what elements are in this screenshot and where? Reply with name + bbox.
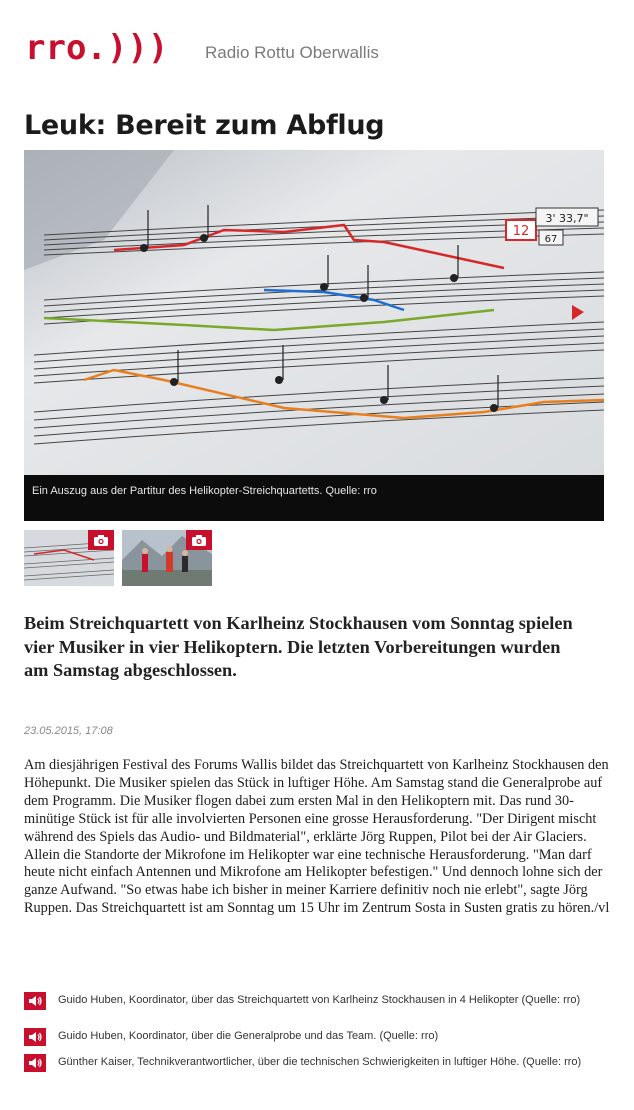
hero-image[interactable] — [24, 150, 604, 475]
rro-logo[interactable] — [25, 29, 195, 65]
speaker-icon[interactable] — [24, 1054, 46, 1072]
score-thumbnail[interactable] — [24, 530, 114, 586]
svg-text:12: 12 — [512, 224, 530, 239]
article-date: 23.05.2015, 17:08 — [24, 725, 113, 737]
people-thumbnail[interactable] — [122, 530, 212, 586]
camera-icon — [88, 530, 114, 550]
brand-name: Radio Rottu Oberwallis — [205, 43, 379, 62]
audio-item — [24, 992, 614, 1010]
speaker-icon[interactable] — [24, 992, 46, 1010]
svg-text:3' 33,7": 3' 33,7" — [545, 212, 589, 225]
svg-text:rro.))): rro.))) — [25, 29, 169, 65]
article-lead: Beim Streichquartett von Karlheinz Stockhausen vom Sonntag spielen vier Musiker in vier Helikoptern. Die letzten Vorbereitungen wurden am Samstag abgeschlossen. — [24, 613, 573, 680]
site-header — [25, 25, 379, 65]
audio-item — [24, 1054, 614, 1072]
audio-item — [24, 1028, 614, 1046]
article-body: Am diesjährigen Festival des Forums Wallis bildet das Streichquartett von Karlheinz Stockhausen den Höhepunkt. Die Musiker spielen das Stück in luftiger Höhe. Am Samstag stand die Generalprobe auf dem Programm. Die Musiker flogen dabei zum ersten Mal in den Helikoptern mit. Das rund 30-minütige Stück ist für alle involvierten Personen eine grosse Herausforderung. "Der Dirigent mischt während des Spiels das Audio- und Bildmaterial", erklärte Jörg Ruppen, Pilot bei der Air Glaciers. Allein die Standorte der Mikrofone im Helikopter war eine technische Herausforderung. "Man darf heute nicht einfach Antennen und Mikrofone am Helikopter befestigen." Und dennoch lohne sich der ganze Aufwand. "So etwas habe ich bisher in meiner Karriere definitiv noch nie erlebt", sagte Jörg Ruppen. Das Streichquartett ist am Sonntag um 15 Uhr im Zentrum Sosta in Susten gratis zu hören./vl — [24, 757, 610, 917]
thumbnail-gallery — [24, 530, 212, 586]
audio-description: Guido Huben, Koordinator, über das Streichquartett von Karlheinz Stockhausen in 4 Helikopter (Quelle: rro) — [58, 994, 581, 1006]
svg-text:67: 67 — [544, 234, 558, 245]
camera-icon — [186, 530, 212, 550]
audio-description: Guido Huben, Koordinator, über die Generalprobe und das Team. (Quelle: rro) — [58, 1030, 439, 1042]
speaker-icon[interactable] — [24, 1028, 46, 1046]
image-caption: Ein Auszug aus der Partitur des Helikopter-Streichquartetts. Quelle: rro — [24, 475, 604, 521]
audio-description: Günther Kaiser, Technikverantwortlicher, über die technischen Schwierigkeiten in luftiger Höhe. (Quelle: rro) — [58, 1056, 582, 1068]
article-title: Leuk: Bereit zum Abflug — [24, 110, 385, 141]
